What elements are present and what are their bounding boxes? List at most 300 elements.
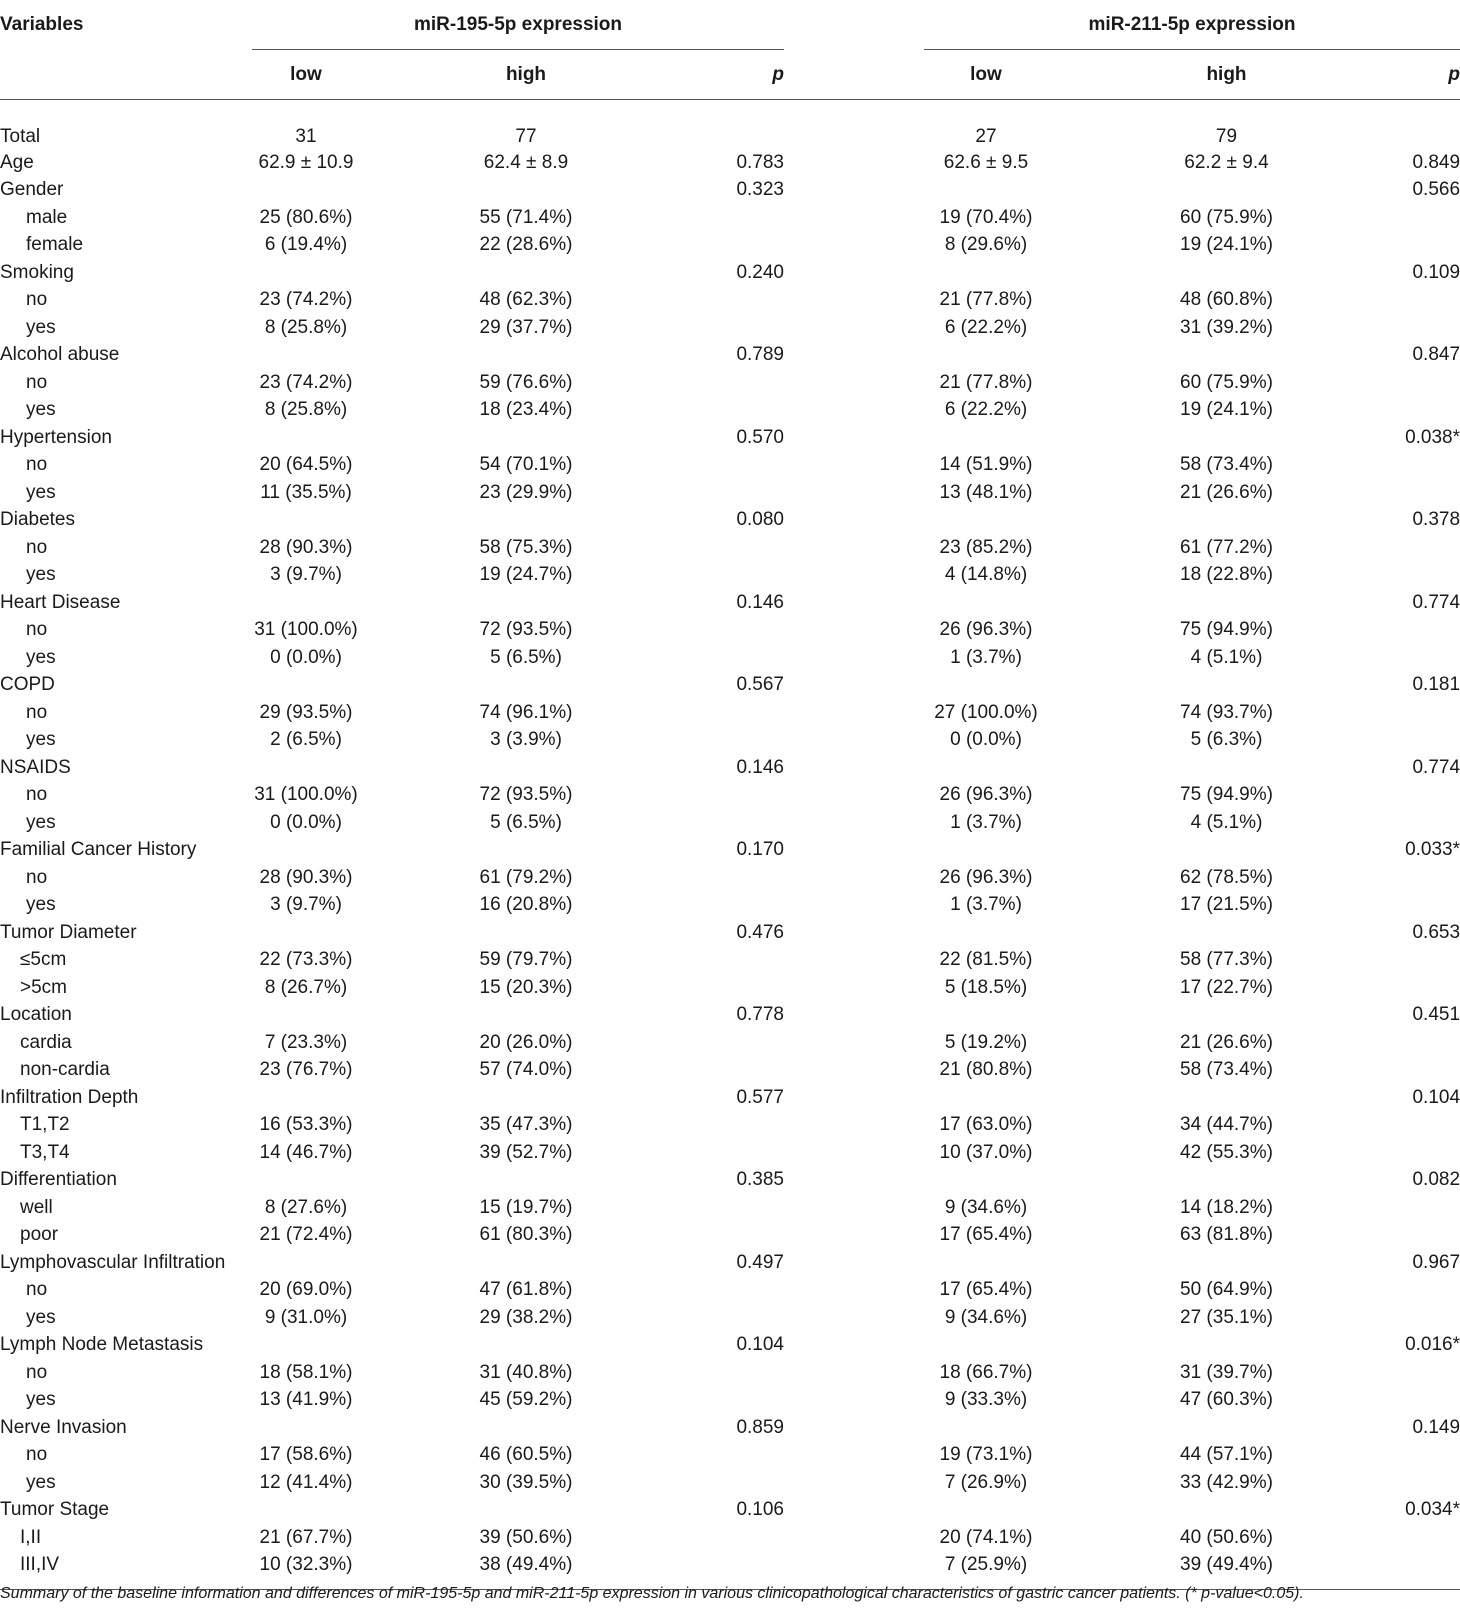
row-label: yes bbox=[26, 316, 56, 338]
mir211-high-cell: 40 (50.6%) bbox=[1180, 1526, 1273, 1548]
mir211-low-cell: 19 (73.1%) bbox=[939, 1444, 1033, 1466]
mir195-p-cell bbox=[692, 782, 784, 810]
row-label: Tumor Stage bbox=[0, 1499, 110, 1521]
mir211-p-cell bbox=[1405, 699, 1460, 727]
table-row bbox=[0, 617, 1460, 645]
mir211-p-cell bbox=[1405, 562, 1460, 590]
mir211-p-cell bbox=[1405, 727, 1460, 755]
mir211-low-cell: 14 (51.9%) bbox=[939, 454, 1033, 476]
mir211-low-cell: 17 (65.4%) bbox=[939, 1224, 1033, 1246]
mir211-high-cell bbox=[1048, 754, 1405, 782]
table-body bbox=[0, 100, 1460, 1590]
spacer-cell bbox=[784, 1084, 924, 1112]
mir211-high-cell: 47 (60.3%) bbox=[1180, 1389, 1273, 1411]
table-row bbox=[0, 1222, 1460, 1250]
row-label: yes bbox=[26, 1471, 56, 1493]
mir211-high-cell: 31 (39.2%) bbox=[1180, 316, 1273, 338]
mir195-low-cell bbox=[252, 1084, 360, 1112]
mir195-p-cell: 0.170 bbox=[736, 839, 784, 861]
mir195-low-cell bbox=[252, 1414, 360, 1442]
mir211-low-cell: 21 (77.8%) bbox=[939, 371, 1033, 393]
mir195-high-cell: 18 (23.4%) bbox=[479, 399, 573, 421]
mir195-low-cell bbox=[252, 424, 360, 452]
row-label: yes bbox=[26, 399, 56, 421]
row-label: no bbox=[26, 536, 48, 558]
mir211-low-cell: 21 (80.8%) bbox=[939, 1059, 1033, 1081]
mir195-p-cell bbox=[692, 1387, 784, 1415]
mir195-high-cell bbox=[360, 1084, 692, 1112]
spacer-cell bbox=[784, 1167, 924, 1195]
mir211-low-cell bbox=[924, 259, 1048, 287]
mir211-high-cell bbox=[1048, 1002, 1405, 1030]
table-row bbox=[0, 397, 1460, 425]
mir195-high-cell: 47 (61.8%) bbox=[479, 1279, 573, 1301]
row-label: Smoking bbox=[0, 261, 74, 283]
mir195-low-cell bbox=[252, 1497, 360, 1525]
p-header: p bbox=[1405, 50, 1460, 100]
mir195-p-cell bbox=[692, 369, 784, 397]
mir211-low-cell bbox=[924, 1414, 1048, 1442]
row-label: III,IV bbox=[0, 1552, 252, 1590]
row-label: Infiltration Depth bbox=[0, 1086, 139, 1108]
mir211-p-cell: 0.378 bbox=[1412, 509, 1460, 531]
low-header: low bbox=[924, 50, 1048, 100]
mir211-p-cell: 0.034* bbox=[1405, 1499, 1460, 1521]
mir195-low-cell: 31 (100.0%) bbox=[254, 619, 358, 641]
mir195-high-cell: 5 (6.5%) bbox=[490, 811, 562, 833]
mir195-p-cell bbox=[692, 1304, 784, 1332]
row-label: no bbox=[26, 371, 48, 393]
row-label: no bbox=[26, 454, 48, 476]
mir211-low-cell: 26 (96.3%) bbox=[939, 784, 1033, 806]
mir195-p-cell bbox=[692, 727, 784, 755]
mir211-high-cell bbox=[1048, 1249, 1405, 1277]
table-row bbox=[0, 342, 1460, 370]
table-row bbox=[0, 837, 1460, 865]
mir195-low-cell: 18 (58.1%) bbox=[259, 1361, 353, 1383]
mir211-high-cell: 21 (26.6%) bbox=[1180, 481, 1273, 503]
mir195-low-cell bbox=[252, 342, 360, 370]
table-row bbox=[0, 1304, 1460, 1332]
mir195-low-cell bbox=[252, 1249, 360, 1277]
mir195-p-cell bbox=[692, 204, 784, 232]
mir195-high-cell: 30 (39.5%) bbox=[479, 1471, 573, 1493]
mir195-p-cell bbox=[692, 974, 784, 1002]
spacer-cell bbox=[784, 727, 924, 755]
mir211-high-cell bbox=[1048, 1167, 1405, 1195]
mir195-high-cell bbox=[360, 1497, 692, 1525]
mir195-low-cell: 8 (25.8%) bbox=[264, 399, 348, 421]
mir195-high-cell: 20 (26.0%) bbox=[479, 1031, 573, 1053]
spacer-cell bbox=[784, 1359, 924, 1387]
mir211-high-cell: 61 (77.2%) bbox=[1180, 536, 1273, 558]
mir211-high-cell: 14 (18.2%) bbox=[1180, 1196, 1273, 1218]
table-row bbox=[0, 1084, 1460, 1112]
mir195-high-cell bbox=[360, 1414, 692, 1442]
spacer-cell bbox=[784, 177, 924, 205]
mir195-high-cell: 39 (50.6%) bbox=[479, 1526, 573, 1548]
spacer-cell bbox=[784, 1469, 924, 1497]
mir211-p-cell bbox=[1405, 100, 1460, 150]
mir211-high-cell: 21 (26.6%) bbox=[1180, 1031, 1273, 1053]
mir211-p-cell bbox=[1405, 1359, 1460, 1387]
row-label: Hypertension bbox=[0, 426, 112, 448]
row-label: yes bbox=[26, 894, 56, 916]
mir195-low-cell: 23 (74.2%) bbox=[259, 289, 353, 311]
row-label: Nerve Invasion bbox=[0, 1416, 127, 1438]
table-row bbox=[0, 287, 1460, 315]
mir195-low-cell: 29 (93.5%) bbox=[259, 701, 353, 723]
mir195-low-cell bbox=[252, 919, 360, 947]
mir195-low-cell: 23 (74.2%) bbox=[259, 371, 353, 393]
mir211-p-cell: 0.016* bbox=[1405, 1334, 1460, 1356]
row-label: NSAIDS bbox=[0, 756, 71, 778]
table-row bbox=[0, 1359, 1460, 1387]
spacer-cell bbox=[784, 1002, 924, 1030]
mir195-p-cell bbox=[692, 1359, 784, 1387]
row-label: Tumor Diameter bbox=[0, 921, 137, 943]
mir211-high-cell: 19 (24.1%) bbox=[1180, 234, 1273, 256]
mir211-low-cell bbox=[924, 1332, 1048, 1360]
mir211-p-cell bbox=[1405, 1442, 1460, 1470]
mir195-low-cell: 8 (27.6%) bbox=[264, 1196, 348, 1218]
table-row bbox=[0, 809, 1460, 837]
mir211-high-cell: 75 (94.9%) bbox=[1180, 619, 1273, 641]
mir211-low-cell bbox=[924, 837, 1048, 865]
table-row bbox=[0, 177, 1460, 205]
mir211-high-cell: 44 (57.1%) bbox=[1180, 1444, 1273, 1466]
header-spacer bbox=[784, 0, 924, 50]
mir195-low-cell bbox=[252, 754, 360, 782]
mir195-p-cell bbox=[692, 699, 784, 727]
mir211-high-cell bbox=[1048, 1497, 1405, 1525]
mir211-low-cell: 5 (19.2%) bbox=[944, 1031, 1028, 1053]
mir211-p-cell: 0.082 bbox=[1412, 1169, 1460, 1191]
mir211-low-cell: 1 (3.7%) bbox=[950, 646, 1022, 668]
mir195-p-cell: 0.104 bbox=[736, 1334, 784, 1356]
row-label: poor bbox=[20, 1224, 59, 1246]
mir211-low-cell bbox=[924, 589, 1048, 617]
row-label: yes bbox=[26, 564, 56, 586]
mir211-high-cell: 19 (24.1%) bbox=[1180, 399, 1273, 421]
mir195-p-cell bbox=[692, 1524, 784, 1552]
mir195-low-cell bbox=[252, 1002, 360, 1030]
spacer-cell bbox=[784, 424, 924, 452]
row-label: Heart Disease bbox=[0, 591, 121, 613]
mir211-p-cell bbox=[1405, 1469, 1460, 1497]
mir211-p-cell bbox=[1405, 1139, 1460, 1167]
mir211-high-cell: 39 (49.4%) bbox=[1048, 1552, 1405, 1590]
mir211-p-cell bbox=[1405, 864, 1460, 892]
mir195-low-cell: 6 (19.4%) bbox=[264, 234, 348, 256]
mir195-high-cell: 31 (40.8%) bbox=[479, 1361, 573, 1383]
mir195-low-cell: 11 (35.5%) bbox=[260, 481, 352, 503]
mir195-p-cell bbox=[692, 287, 784, 315]
header-spacer bbox=[784, 50, 924, 100]
mir211-p-cell bbox=[1405, 314, 1460, 342]
mir211-p-cell bbox=[1405, 479, 1460, 507]
mir211-p-cell bbox=[1405, 947, 1460, 975]
mir211-p-cell bbox=[1405, 1387, 1460, 1415]
table-row bbox=[0, 424, 1460, 452]
mir211-high-cell: 17 (21.5%) bbox=[1180, 894, 1273, 916]
mir211-low-cell bbox=[924, 342, 1048, 370]
mir211-low-cell bbox=[924, 754, 1048, 782]
mir211-low-cell: 26 (96.3%) bbox=[939, 866, 1033, 888]
row-label: no bbox=[26, 619, 48, 641]
mir195-low-cell: 16 (53.3%) bbox=[259, 1114, 353, 1136]
mir195-high-cell bbox=[360, 177, 692, 205]
table-row bbox=[0, 1167, 1460, 1195]
mir195-high-cell: 35 (47.3%) bbox=[479, 1114, 573, 1136]
mir211-low-cell bbox=[924, 1249, 1048, 1277]
mir195-low-cell: 8 (25.8%) bbox=[264, 316, 348, 338]
mir195-p-cell bbox=[692, 479, 784, 507]
mir211-p-cell: 0.774 bbox=[1412, 756, 1460, 778]
mir195-high-cell: 22 (28.6%) bbox=[479, 234, 573, 256]
spacer-cell bbox=[784, 259, 924, 287]
table-row bbox=[0, 232, 1460, 260]
row-label: no bbox=[26, 866, 48, 888]
mir211-low-cell bbox=[924, 1002, 1048, 1030]
mir195-high-cell: 48 (62.3%) bbox=[479, 289, 573, 311]
mir195-p-cell: 0.080 bbox=[736, 509, 784, 531]
mir195-p-cell: 0.783 bbox=[736, 151, 784, 173]
table-row bbox=[0, 1139, 1460, 1167]
mir211-low-cell bbox=[924, 1167, 1048, 1195]
mir195-p-cell: 0.567 bbox=[736, 674, 784, 696]
mir211-high-cell bbox=[1048, 919, 1405, 947]
mir211-high-cell bbox=[1048, 1414, 1405, 1442]
mir195-p-cell: 0.789 bbox=[736, 344, 784, 366]
mir211-high-cell: 63 (81.8%) bbox=[1180, 1224, 1273, 1246]
mir211-p-cell: 0.104 bbox=[1412, 1086, 1460, 1108]
mir195-p-cell bbox=[692, 809, 784, 837]
spacer-cell bbox=[784, 507, 924, 535]
row-label: no bbox=[26, 1361, 48, 1383]
mir211-low-cell: 0 (0.0%) bbox=[950, 729, 1022, 751]
row-label: Diabetes bbox=[0, 509, 75, 531]
mir211-p-cell: 0.451 bbox=[1412, 1004, 1460, 1026]
mir195-low-cell: 7 (23.3%) bbox=[264, 1031, 348, 1053]
mir211-p-cell: 0.566 bbox=[1412, 179, 1460, 201]
mir195-low-cell: 22 (73.3%) bbox=[259, 949, 353, 971]
mir195-high-cell bbox=[360, 424, 692, 452]
mir211-low-cell: 23 (85.2%) bbox=[939, 536, 1033, 558]
mir211-high-cell bbox=[1048, 177, 1405, 205]
high-header: high bbox=[360, 50, 692, 100]
mir195-p-cell bbox=[692, 617, 784, 645]
mir211-low-cell: 18 (66.7%) bbox=[939, 1361, 1033, 1383]
table-row bbox=[0, 562, 1460, 590]
mir211-low-cell: 26 (96.3%) bbox=[939, 619, 1033, 641]
mir195-high-cell: 61 (79.2%) bbox=[479, 866, 573, 888]
mir211-low-cell: 19 (70.4%) bbox=[939, 206, 1033, 228]
mir211-high-cell: 62 (78.5%) bbox=[1180, 866, 1273, 888]
mir195-high-cell bbox=[360, 672, 692, 700]
table-row bbox=[0, 204, 1460, 232]
table-row bbox=[0, 452, 1460, 480]
spacer-cell bbox=[784, 369, 924, 397]
mir211-high-cell: 27 (35.1%) bbox=[1180, 1306, 1273, 1328]
mir195-high-cell bbox=[360, 589, 692, 617]
mir195-p-cell bbox=[692, 314, 784, 342]
mir195-p-cell: 0.570 bbox=[736, 426, 784, 448]
mir195-p-cell bbox=[692, 100, 784, 150]
mir211-low-cell: 6 (22.2%) bbox=[944, 399, 1028, 421]
table-row bbox=[0, 1332, 1460, 1360]
spacer-cell bbox=[784, 892, 924, 920]
mir211-low-cell: 6 (22.2%) bbox=[944, 316, 1028, 338]
row-label: yes bbox=[26, 1306, 56, 1328]
mir195-p-cell bbox=[692, 562, 784, 590]
mir211-p-cell: 0.033* bbox=[1405, 839, 1460, 861]
mir211-high-cell: 60 (75.9%) bbox=[1180, 371, 1273, 393]
low-header: low bbox=[252, 50, 360, 100]
mir211-high-cell: 31 (39.7%) bbox=[1180, 1361, 1273, 1383]
table-row bbox=[0, 974, 1460, 1002]
table-header bbox=[0, 0, 1460, 100]
mir195-low-cell: 3 (9.7%) bbox=[270, 894, 342, 916]
mir211-high-cell: 4 (5.1%) bbox=[1190, 646, 1263, 668]
spacer-cell bbox=[784, 287, 924, 315]
row-label: Lymphovascular Infiltration bbox=[0, 1251, 226, 1273]
spacer-cell bbox=[784, 754, 924, 782]
table-row bbox=[0, 892, 1460, 920]
mir195-high-cell: 59 (79.7%) bbox=[479, 949, 573, 971]
row-label: yes bbox=[26, 646, 56, 668]
mir211-high-cell: 75 (94.9%) bbox=[1180, 784, 1273, 806]
mir211-p-cell: 0.967 bbox=[1412, 1251, 1460, 1273]
mir211-low-cell bbox=[924, 507, 1048, 535]
mir195-low-cell: 20 (69.0%) bbox=[259, 1279, 353, 1301]
mir195-high-cell: 15 (20.3%) bbox=[479, 976, 573, 998]
spacer-cell bbox=[784, 479, 924, 507]
mir211-high-cell: 4 (5.1%) bbox=[1190, 811, 1263, 833]
spacer-cell bbox=[784, 1222, 924, 1250]
mir211-high-cell: 62.2 ± 9.4 bbox=[1184, 151, 1269, 173]
spacer-cell bbox=[784, 919, 924, 947]
spacer-cell bbox=[784, 1332, 924, 1360]
mir195-p-cell bbox=[692, 397, 784, 425]
mir195-low-cell: 0 (0.0%) bbox=[270, 646, 342, 668]
mir195-p-cell bbox=[692, 232, 784, 260]
mir195-p-cell bbox=[692, 864, 784, 892]
mir211-high-cell bbox=[1048, 672, 1405, 700]
spacer-cell bbox=[784, 1442, 924, 1470]
mir195-high-cell bbox=[360, 837, 692, 865]
mir211-low-cell: 62.6 ± 9.5 bbox=[943, 151, 1029, 173]
mir195-p-cell: 0.146 bbox=[736, 756, 784, 778]
table-row bbox=[0, 699, 1460, 727]
mir195-low-cell bbox=[252, 507, 360, 535]
table-row bbox=[0, 1194, 1460, 1222]
mir211-p-cell: 0.653 bbox=[1412, 921, 1460, 943]
spacer-cell bbox=[784, 864, 924, 892]
mir195-p-cell bbox=[692, 452, 784, 480]
row-label: T3,T4 bbox=[20, 1141, 70, 1163]
mir195-low-cell: 62.9 ± 10.9 bbox=[258, 151, 354, 173]
spacer-cell bbox=[784, 672, 924, 700]
table-row bbox=[0, 1469, 1460, 1497]
mir211-high-cell: 34 (44.7%) bbox=[1180, 1114, 1273, 1136]
mir195-high-cell: 29 (38.2%) bbox=[479, 1306, 573, 1328]
mir195-high-cell: 39 (52.7%) bbox=[479, 1141, 573, 1163]
row-label: T1,T2 bbox=[20, 1114, 70, 1136]
mir195-high-cell: 59 (76.6%) bbox=[479, 371, 573, 393]
spacer-cell bbox=[784, 314, 924, 342]
table-row bbox=[0, 1442, 1460, 1470]
mir211-low-cell: 17 (65.4%) bbox=[939, 1279, 1033, 1301]
spacer-cell bbox=[784, 534, 924, 562]
mir211-high-cell: 60 (75.9%) bbox=[1180, 206, 1273, 228]
mir195-low-cell bbox=[252, 1332, 360, 1360]
mir195-p-cell bbox=[692, 644, 784, 672]
row-label: female bbox=[26, 234, 84, 256]
mir211-low-cell: 13 (48.1%) bbox=[939, 481, 1033, 503]
mir211-high-cell: 50 (64.9%) bbox=[1180, 1279, 1273, 1301]
mir211-low-cell: 17 (63.0%) bbox=[939, 1114, 1033, 1136]
mir195-low-cell: 9 (31.0%) bbox=[264, 1306, 348, 1328]
table-row bbox=[0, 1524, 1460, 1552]
table-row bbox=[0, 1277, 1460, 1305]
group-header-mir211-label: miR-211-5p expression bbox=[1088, 14, 1296, 35]
mir195-p-cell: 0.106 bbox=[736, 1499, 784, 1521]
spacer-cell bbox=[784, 1112, 924, 1140]
spacer-cell bbox=[784, 617, 924, 645]
mir195-low-cell bbox=[252, 177, 360, 205]
mir195-high-cell: 23 (29.9%) bbox=[479, 481, 573, 503]
mir195-high-cell bbox=[360, 1002, 692, 1030]
table-row bbox=[0, 1112, 1460, 1140]
mir195-p-cell: 0.240 bbox=[736, 261, 784, 283]
mir195-high-cell: 38 (49.4%) bbox=[360, 1552, 692, 1590]
mir211-p-cell bbox=[1405, 809, 1460, 837]
mir211-p-cell: 0.149 bbox=[1412, 1416, 1460, 1438]
table-row bbox=[0, 1497, 1460, 1525]
spacer-cell bbox=[784, 204, 924, 232]
table-row bbox=[0, 1057, 1460, 1085]
table-row bbox=[0, 782, 1460, 810]
mir195-low-cell: 0 (0.0%) bbox=[270, 811, 342, 833]
mir195-high-cell: 46 (60.5%) bbox=[479, 1444, 573, 1466]
mir211-high-cell bbox=[1048, 342, 1405, 370]
spacer-cell bbox=[784, 1304, 924, 1332]
mir195-low-cell bbox=[252, 1167, 360, 1195]
mir211-p-cell: 0.849 bbox=[1412, 151, 1460, 173]
mir195-low-cell: 2 (6.5%) bbox=[270, 729, 342, 751]
spacer-cell bbox=[784, 589, 924, 617]
mir195-high-cell: 77 bbox=[515, 126, 537, 147]
group-header-mir195 bbox=[252, 0, 784, 50]
table-row bbox=[0, 149, 1460, 177]
mir211-p-cell bbox=[1405, 644, 1460, 672]
mir211-p-cell: 0.109 bbox=[1412, 261, 1460, 283]
mir195-p-cell bbox=[692, 947, 784, 975]
spacer-cell bbox=[784, 1057, 924, 1085]
mir211-high-cell: 58 (73.4%) bbox=[1180, 1059, 1273, 1081]
mir211-p-cell bbox=[1405, 1277, 1460, 1305]
mir195-high-cell: 72 (93.5%) bbox=[479, 784, 573, 806]
mir195-high-cell: 55 (71.4%) bbox=[479, 206, 573, 228]
spacer-cell bbox=[784, 809, 924, 837]
mir211-p-cell bbox=[1405, 1194, 1460, 1222]
table-row bbox=[0, 672, 1460, 700]
mir195-p-cell bbox=[692, 1442, 784, 1470]
mir211-p-cell bbox=[1405, 452, 1460, 480]
spacer-cell bbox=[784, 1414, 924, 1442]
mir211-low-cell: 9 (34.6%) bbox=[944, 1196, 1028, 1218]
